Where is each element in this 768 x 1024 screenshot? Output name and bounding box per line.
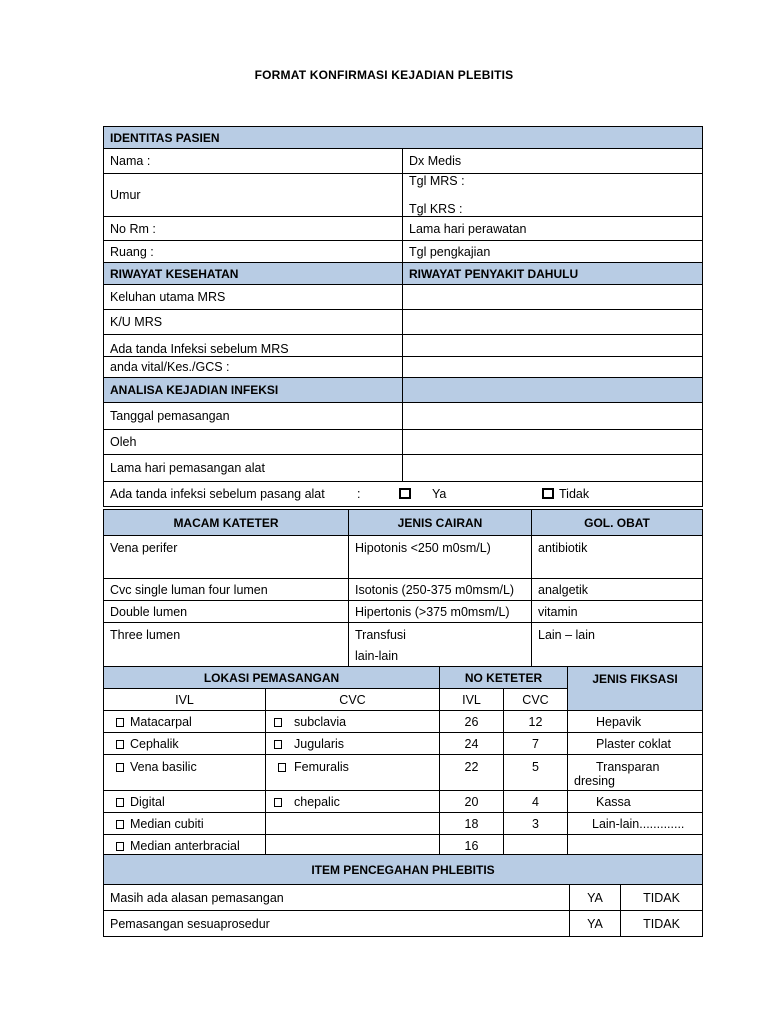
macam-kateter-header: MACAM KATETER: [104, 510, 349, 536]
transfusi-label: Transfusi: [355, 628, 406, 642]
form-section-kateter: [103, 509, 702, 667]
gol-obat-header: GOL. OBAT: [532, 510, 703, 536]
riwayat-kesehatan-header: RIWAYAT KESEHATAN: [104, 263, 403, 285]
obat-option[interactable]: vitamin: [532, 601, 703, 623]
ivl-label: Median cubiti: [130, 816, 204, 831]
ku-mrs-field[interactable]: K/U MRS: [104, 310, 403, 335]
riwayat-dahulu-cell[interactable]: [403, 285, 703, 310]
fiksasi-option[interactable]: Lain-lain.............: [568, 813, 703, 835]
cvc-option[interactable]: [266, 733, 440, 755]
analisa-header: ANALISA KEJADIAN INFEKSI: [104, 378, 403, 403]
ya-checkbox[interactable]: [399, 488, 411, 499]
tidak-label: Tidak: [559, 487, 590, 501]
ivl-label: Cephalik: [130, 736, 179, 751]
nama-field[interactable]: Nama :: [104, 149, 403, 174]
form-section-lokasi: [103, 666, 702, 857]
analisa-header-blank: [403, 378, 703, 403]
pencegahan-header: ITEM PENCEGAHAN PHLEBITIS: [104, 855, 703, 885]
form-section-pencegahan: [103, 854, 702, 937]
document-title: FORMAT KONFIRMASI KEJADIAN PLEBITIS: [254, 68, 514, 82]
ivl-option[interactable]: [104, 733, 266, 755]
cvc-label: Femuralis: [294, 760, 349, 774]
cvc-label: Jugularis: [294, 736, 345, 751]
tanda-infeksi-label: Ada tanda infeksi sebelum pasang alat: [110, 487, 325, 501]
riwayat-dahulu-cell[interactable]: [403, 310, 703, 335]
ivl-label: Vena basilic: [130, 760, 197, 774]
analisa-value-cell[interactable]: [403, 455, 703, 482]
tidak-option[interactable]: TIDAK: [621, 885, 703, 911]
checkbox-icon[interactable]: [116, 798, 124, 807]
lama-pasang-field[interactable]: Lama hari pemasangan alat: [104, 455, 403, 482]
form-section-identitas: [103, 126, 702, 507]
kateter-option[interactable]: Cvc single luman four lumen: [104, 579, 349, 601]
cairan-option[interactable]: Isotonis (250-375 m0msm/L): [349, 579, 532, 601]
tgl-mrs-krs-field[interactable]: [403, 174, 703, 217]
cvc-option[interactable]: [266, 755, 440, 791]
checkbox-icon[interactable]: [116, 740, 124, 749]
oleh-field[interactable]: Oleh: [104, 430, 403, 455]
jenis-fiksasi-header: JENIS FIKSASI: [568, 667, 703, 711]
fiksasi-option[interactable]: Plaster coklat: [568, 733, 703, 755]
checkbox-icon[interactable]: [116, 842, 124, 851]
tgl-mrs-label: Tgl MRS :: [409, 174, 465, 188]
pencegahan-table: [103, 854, 703, 937]
no-cvc-value: 3: [504, 813, 568, 835]
kateter-table: [103, 509, 703, 667]
pencegahan-item: Pemasangan sesuaprosedur: [104, 911, 570, 937]
checkbox-icon[interactable]: [116, 820, 124, 829]
fiksasi-label-2: dresing: [574, 774, 615, 788]
tidak-option[interactable]: TIDAK: [621, 911, 703, 937]
obat-option[interactable]: Lain – lain: [532, 623, 703, 667]
dx-medis-field[interactable]: Dx Medis: [403, 149, 703, 174]
no-cvc-value: 4: [504, 791, 568, 813]
ivl-option[interactable]: [104, 755, 266, 791]
cvc-option[interactable]: [266, 791, 440, 813]
no-ivl-value: 18: [440, 813, 504, 835]
fiksasi-label: Transparan: [596, 760, 660, 774]
cvc-subheader: CVC: [266, 689, 440, 711]
ya-label: Ya: [432, 487, 447, 501]
analisa-value-cell[interactable]: [403, 430, 703, 455]
no-kateter-header: NO KETETER: [440, 667, 568, 689]
tanda-infeksi-row: [104, 482, 703, 507]
fiksasi-option[interactable]: [568, 755, 703, 791]
identitas-table: [103, 126, 703, 507]
ivl-label: Matacarpal: [130, 714, 192, 729]
fiksasi-option[interactable]: Hepavik: [568, 711, 703, 733]
cairan-option[interactable]: [349, 623, 532, 667]
identitas-header: IDENTITAS PASIEN: [104, 127, 703, 149]
kateter-option[interactable]: Double lumen: [104, 601, 349, 623]
lain-lain-cairan-label: lain-lain: [355, 649, 399, 663]
fiksasi-option[interactable]: Kassa: [568, 791, 703, 813]
ya-option[interactable]: YA: [570, 911, 621, 937]
ruang-field[interactable]: Ruang :: [104, 241, 403, 263]
checkbox-icon[interactable]: [274, 718, 282, 727]
cvc-option[interactable]: [266, 711, 440, 733]
no-ivl-value: 16: [440, 835, 504, 857]
no-ivl-subheader: IVL: [440, 689, 504, 711]
tidak-checkbox[interactable]: [542, 488, 554, 499]
checkbox-icon[interactable]: [274, 798, 282, 807]
no-cvc-subheader: CVC: [504, 689, 568, 711]
ivl-label: Digital: [130, 794, 165, 809]
no-ivl-value: 24: [440, 733, 504, 755]
cvc-label: chepalic: [294, 794, 340, 809]
lama-rawat-field[interactable]: Lama hari perawatan: [403, 217, 703, 241]
vital-gcs-field[interactable]: anda vital/Kes./GCS :: [104, 357, 403, 378]
cairan-option[interactable]: Hipotonis <250 m0sm/L): [349, 536, 532, 579]
obat-option[interactable]: analgetik: [532, 579, 703, 601]
no-cvc-value: 5: [504, 755, 568, 791]
umur-field[interactable]: [104, 174, 403, 217]
ivl-option[interactable]: [104, 711, 266, 733]
checkbox-icon[interactable]: [116, 763, 124, 772]
ivl-option[interactable]: [104, 791, 266, 813]
ivl-subheader: IVL: [104, 689, 266, 711]
lokasi-header: LOKASI PEMASANGAN: [104, 667, 440, 689]
ivl-label: Median anterbracial: [130, 838, 240, 853]
no-ivl-value: 26: [440, 711, 504, 733]
jenis-cairan-header: JENIS CAIRAN: [349, 510, 532, 536]
no-cvc-value: 7: [504, 733, 568, 755]
riwayat-dahulu-header: RIWAYAT PENYAKIT DAHULU: [403, 263, 703, 285]
cairan-option[interactable]: Hipertonis (>375 m0msm/L): [349, 601, 532, 623]
analisa-value-cell[interactable]: [403, 403, 703, 430]
riwayat-dahulu-cell[interactable]: [403, 357, 703, 378]
cvc-option[interactable]: [266, 813, 440, 835]
obat-option[interactable]: antibiotik: [532, 536, 703, 579]
tanda-infeksi-colon: :: [357, 487, 361, 501]
checkbox-icon[interactable]: [116, 718, 124, 727]
kateter-option[interactable]: Three lumen: [104, 623, 349, 667]
tanggal-pasang-field[interactable]: Tanggal pemasangan: [104, 403, 403, 430]
no-ivl-value: 20: [440, 791, 504, 813]
no-rm-field[interactable]: No Rm :: [104, 217, 403, 241]
umur-label: Umur: [110, 188, 141, 202]
tgl-krs-label: Tgl KRS :: [409, 202, 463, 216]
no-ivl-value: 22: [440, 755, 504, 791]
cvc-label: subclavia: [294, 714, 347, 729]
riwayat-dahulu-cell[interactable]: [403, 335, 703, 357]
keluhan-field[interactable]: Keluhan utama MRS: [104, 285, 403, 310]
pencegahan-item: Masih ada alasan pemasangan: [104, 885, 570, 911]
kateter-option[interactable]: Vena perifer: [104, 536, 349, 579]
ya-option[interactable]: YA: [570, 885, 621, 911]
no-cvc-value: 12: [504, 711, 568, 733]
infeksi-mrs-field[interactable]: Ada tanda Infeksi sebelum MRS: [104, 335, 403, 357]
ivl-option[interactable]: [104, 813, 266, 835]
checkbox-icon[interactable]: [278, 763, 286, 772]
tgl-kaji-field[interactable]: Tgl pengkajian: [403, 241, 703, 263]
checkbox-icon[interactable]: [274, 740, 282, 749]
lokasi-table: [103, 666, 703, 857]
